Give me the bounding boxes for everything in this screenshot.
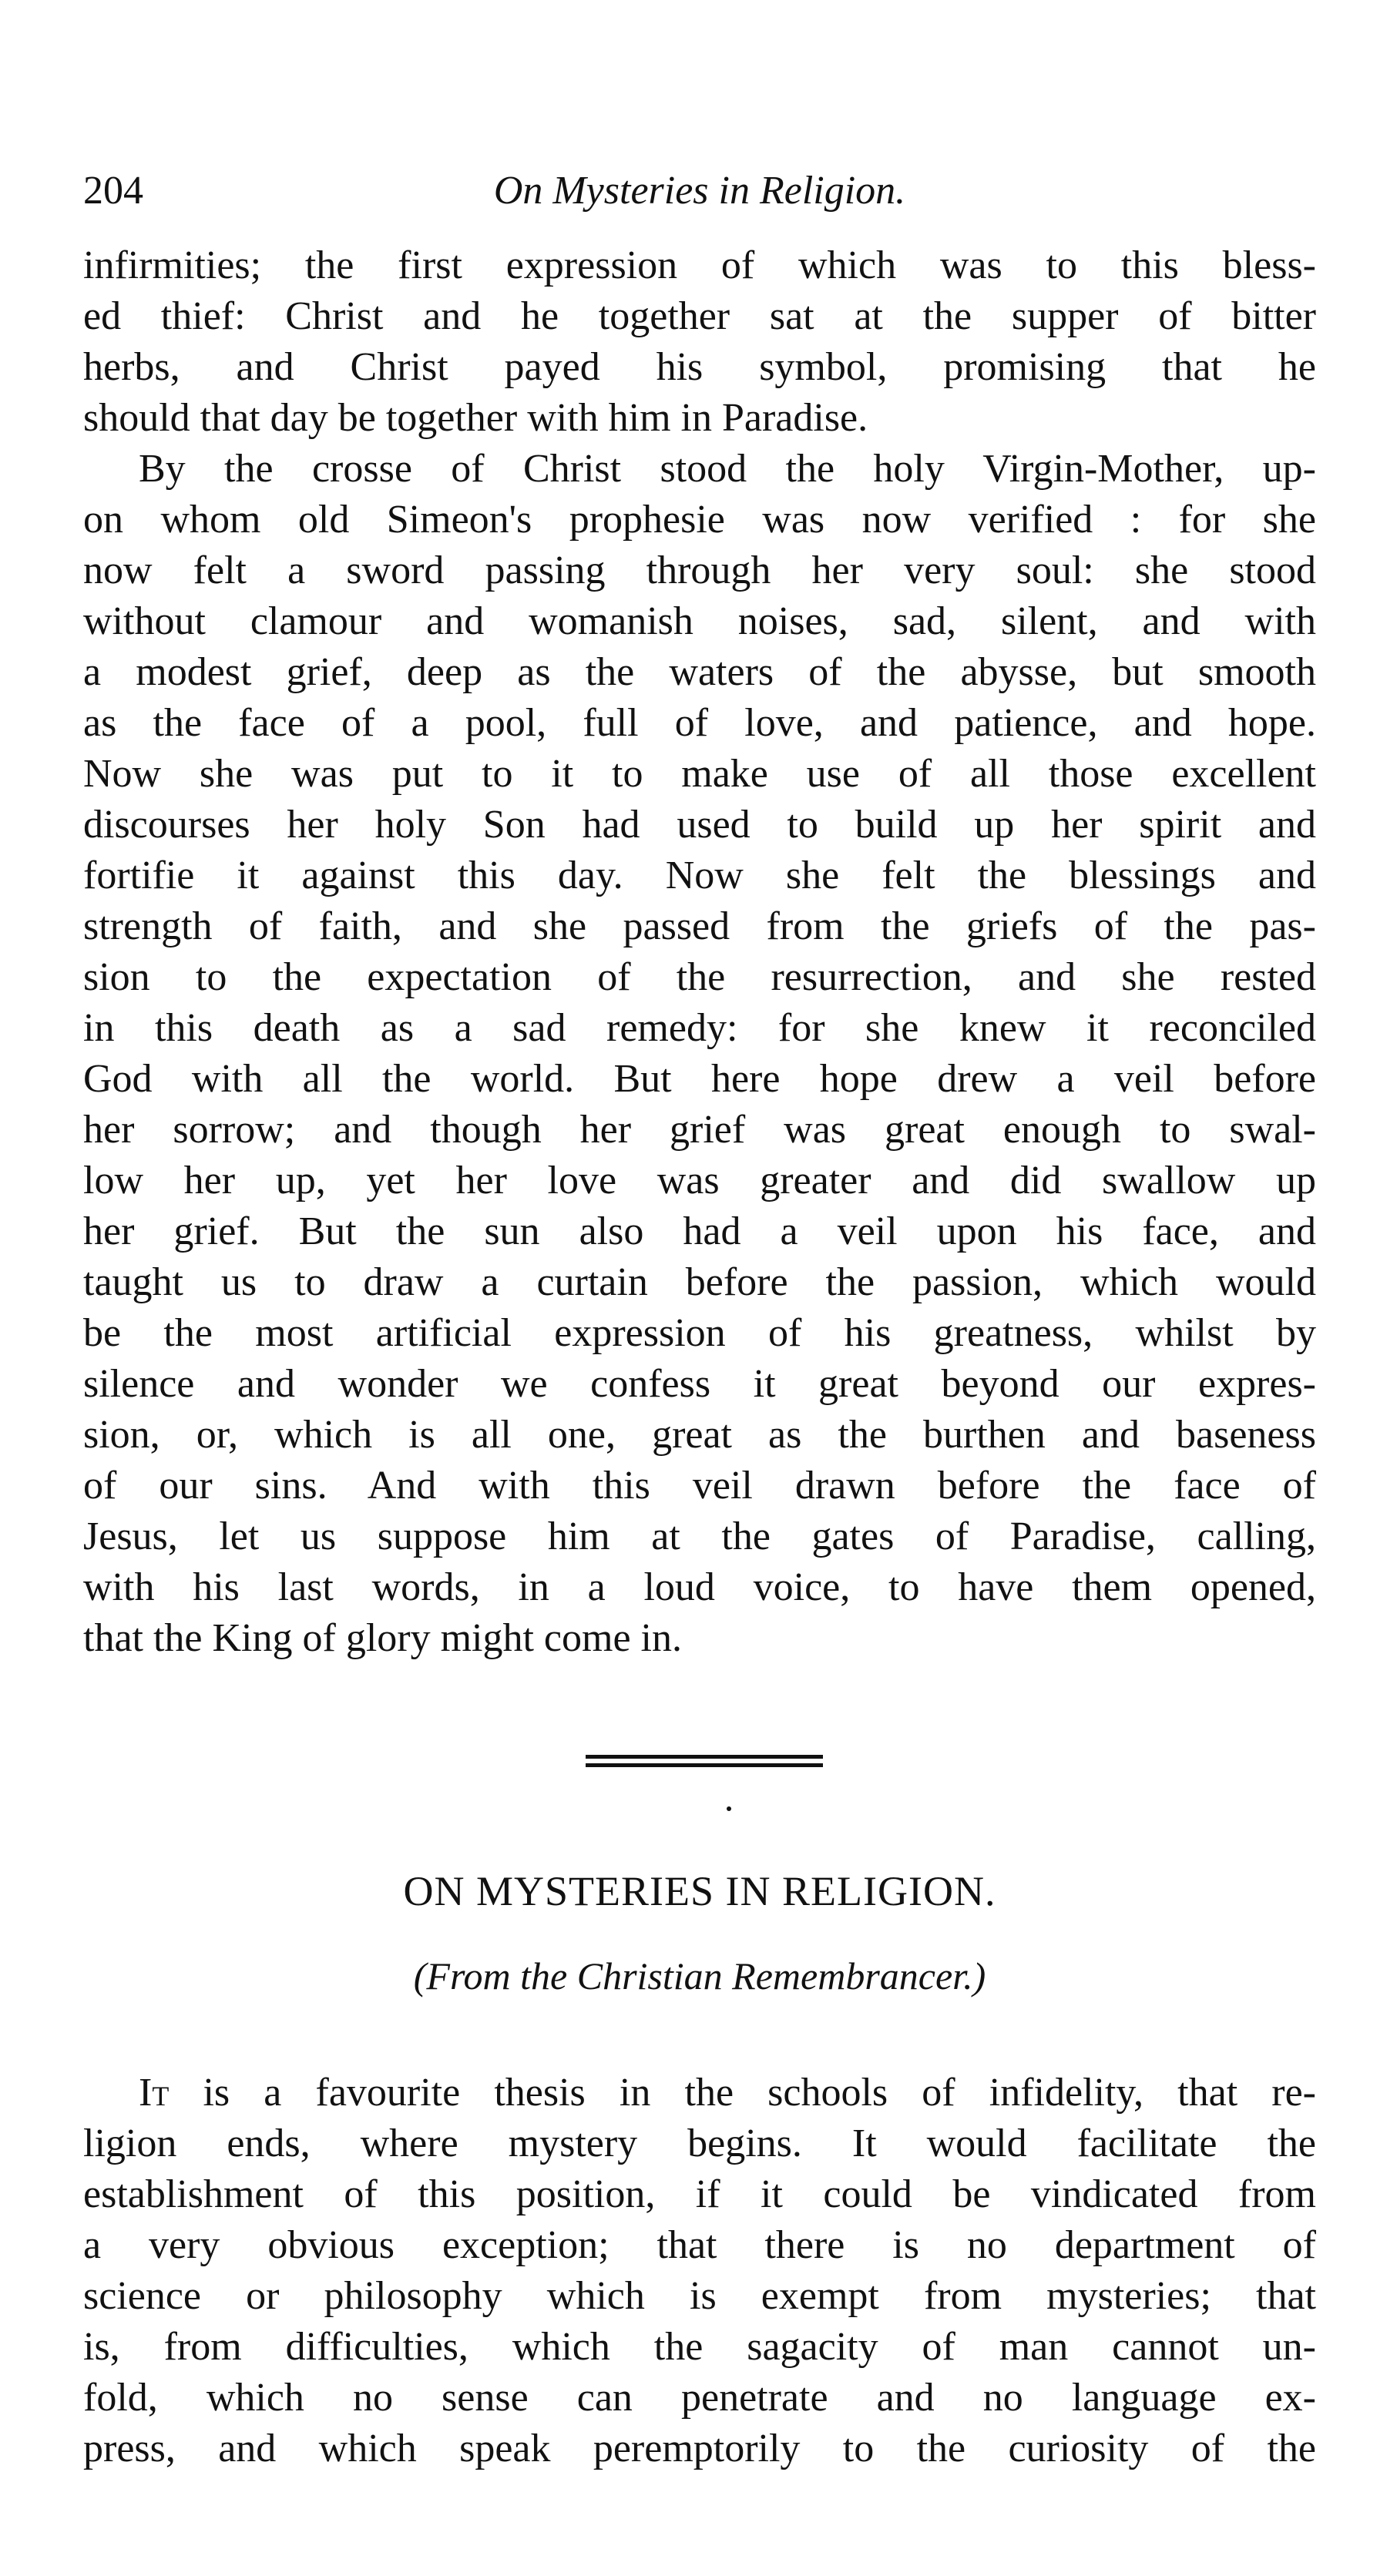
text-line: science or philosophy which is exempt from mysteries; that <box>83 2274 1316 2318</box>
text-line: discourses her holy Son had used to build up her spirit and <box>83 803 1316 847</box>
text-line: Now she was put to it to make use of all those excellent <box>83 752 1316 796</box>
text-line: a modest grief, deep as the waters of the abysse, but smooth <box>83 650 1316 694</box>
text-line: By the crosse of Christ stood the holy Virgin-Mother, up- <box>139 447 1316 491</box>
text-line: fortifie it against this day. Now she felt the blessings and <box>83 854 1316 897</box>
text-line: now felt a sword passing through her very soul: she stood <box>83 548 1316 592</box>
text-line: fold, which no sense can penetrate and no language ex- <box>83 2376 1316 2420</box>
text-line: ligion ends, where mystery begins. It would facilitate the <box>83 2122 1316 2165</box>
text-line: silence and wonder we confess it great beyond our expres- <box>83 1362 1316 1406</box>
text-line: be the most artificial expression of his greatness, whilst by <box>83 1311 1316 1355</box>
text-line <box>83 2068 1316 2118</box>
running-head: On Mysteries in Religion. <box>493 169 906 213</box>
ornament-dot <box>727 1806 731 1811</box>
page-header <box>83 160 1316 222</box>
text-line-rest: is a favourite thesis in the schools of infidelity, that re- <box>169 2071 1316 2115</box>
text-line: God with all the world. But here hope drew a veil before <box>83 1057 1316 1101</box>
text-line: without clamour and womanish noises, sad, silent, and with <box>83 599 1316 643</box>
text-line: low her up, yet her love was greater and did swallow up <box>83 1159 1316 1202</box>
text-line: taught us to draw a curtain before the passion, which would <box>83 1260 1316 1304</box>
text-line: with his last words, in a loud voice, to have them opened, <box>83 1565 1316 1609</box>
text-line: as the face of a pool, full of love, and patience, and hope. <box>83 701 1316 745</box>
page-number: 204 <box>83 169 143 213</box>
text-line: infirmities; the first expression of which was to this bless- <box>83 243 1316 287</box>
text-line: ed thief: Christ and he together sat at the supper of bitter <box>83 294 1316 338</box>
section-separator-rule <box>586 1755 823 1767</box>
text-line: on whom old Simeon's prophesie was now verified : for she <box>83 498 1316 542</box>
text-line: that the King of glory might come in. <box>83 1616 682 1660</box>
text-line: in this death as a sad remedy: for she knew it reconciled <box>83 1006 1316 1050</box>
text-line: Jesus, let us suppose him at the gates of Paradise, calling, <box>83 1514 1316 1558</box>
text-line: should that day be together with him in Paradise. <box>83 396 868 440</box>
text-line: herbs, and Christ payed his symbol, promising that he <box>83 345 1316 389</box>
drop-word: It <box>139 2071 170 2115</box>
text-line: sion, or, which is all one, great as the burthen and baseness <box>83 1413 1316 1457</box>
text-line: her grief. But the sun also had a veil upon his face, and <box>83 1209 1316 1253</box>
text-line: her sorrow; and though her grief was great enough to swal- <box>83 1108 1316 1152</box>
section2-paragraph <box>83 2068 1316 2474</box>
text-line: strength of faith, and she passed from the griefs of the pas- <box>83 904 1316 948</box>
section1-paragraphs <box>83 240 1316 1664</box>
section-title: ON MYSTERIES IN RELIGION. <box>403 1868 996 1914</box>
text-line: establishment of this position, if it could be vindicated from <box>83 2172 1316 2216</box>
text-line: is, from difficulties, which the sagacity of man cannot un- <box>83 2325 1316 2369</box>
text-line: a very obvious exception; that there is no department of <box>83 2223 1316 2267</box>
text-line: sion to the expectation of the resurrection, and she rested <box>83 955 1316 999</box>
text-line: of our sins. And with this veil drawn before the face of <box>83 1464 1316 1508</box>
text-line: press, and which speak peremptorily to the curiosity of the <box>83 2427 1316 2470</box>
section-source: (From the Christian Remembrancer.) <box>413 1954 986 1997</box>
